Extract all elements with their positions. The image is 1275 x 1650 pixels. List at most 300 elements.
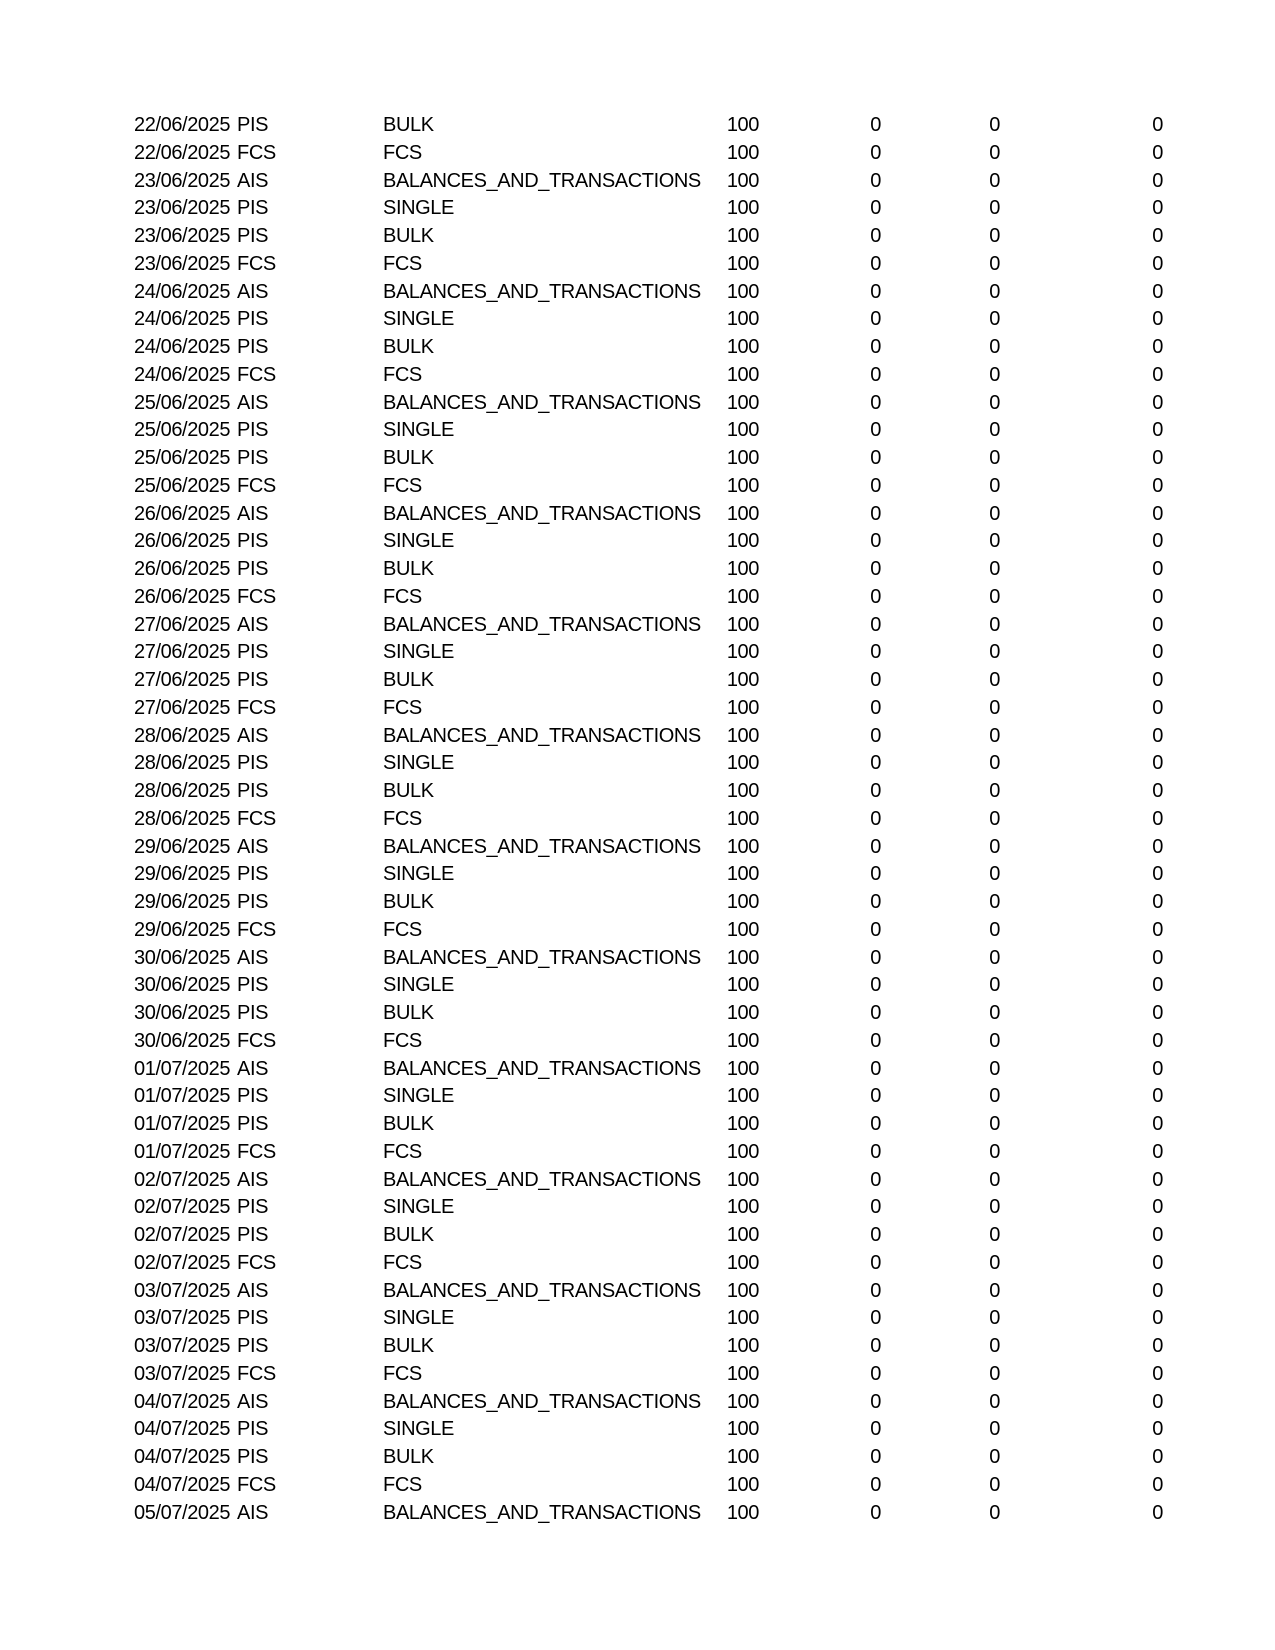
row-value-2: 0 bbox=[870, 835, 881, 858]
row-value-2: 0 bbox=[870, 1307, 881, 1330]
row-value-2: 0 bbox=[870, 918, 881, 941]
row-value-1: 100 bbox=[726, 585, 759, 608]
row-service-code: PIS bbox=[237, 1418, 269, 1441]
row-date: 03/07/2025 bbox=[134, 1307, 231, 1330]
row-service-code: PIS bbox=[237, 225, 269, 247]
row-value-1: 100 bbox=[726, 946, 759, 969]
row-value-4: 0 bbox=[1152, 1390, 1163, 1413]
row-date: 28/06/2025 bbox=[134, 807, 231, 830]
row-service-code: FCS bbox=[237, 1251, 276, 1274]
row-consent-type: BULK bbox=[383, 669, 434, 691]
table-row bbox=[0, 889, 1275, 917]
row-consent-type: FCS bbox=[383, 141, 422, 164]
table-row bbox=[0, 806, 1275, 834]
row-value-4: 0 bbox=[1152, 1029, 1163, 1052]
table-row bbox=[0, 1361, 1275, 1389]
row-value-3: 0 bbox=[989, 197, 1000, 220]
row-value-1: 100 bbox=[726, 141, 759, 164]
row-consent-type: SINGLE bbox=[383, 308, 454, 331]
row-service-code: AIS bbox=[237, 391, 269, 414]
row-date: 26/06/2025 bbox=[134, 558, 231, 580]
row-date: 26/06/2025 bbox=[134, 502, 231, 525]
row-value-3: 0 bbox=[989, 1029, 1000, 1052]
row-date: 23/06/2025 bbox=[134, 197, 231, 220]
row-date: 02/07/2025 bbox=[134, 1168, 231, 1191]
row-value-2: 0 bbox=[870, 1057, 881, 1080]
row-consent-type: FCS bbox=[383, 807, 422, 830]
row-date: 02/07/2025 bbox=[134, 1196, 231, 1219]
row-date: 25/06/2025 bbox=[134, 391, 231, 414]
row-date: 24/06/2025 bbox=[134, 280, 231, 303]
row-value-3: 0 bbox=[989, 502, 1000, 525]
row-value-4: 0 bbox=[1152, 336, 1163, 358]
row-value-3: 0 bbox=[989, 141, 1000, 164]
table-row bbox=[0, 723, 1275, 751]
row-date: 28/06/2025 bbox=[134, 752, 231, 775]
row-value-4: 0 bbox=[1152, 1473, 1163, 1496]
table-row bbox=[0, 251, 1275, 279]
table-row bbox=[0, 834, 1275, 862]
row-date: 22/06/2025 bbox=[134, 114, 231, 136]
row-value-4: 0 bbox=[1152, 1224, 1163, 1246]
row-value-1: 100 bbox=[726, 114, 759, 136]
table-row bbox=[0, 112, 1275, 140]
table-row bbox=[0, 140, 1275, 168]
row-value-2: 0 bbox=[870, 1029, 881, 1052]
table-row bbox=[0, 1139, 1275, 1167]
row-date: 01/07/2025 bbox=[134, 1140, 231, 1163]
row-service-code: FCS bbox=[237, 1473, 276, 1496]
row-date: 27/06/2025 bbox=[134, 669, 231, 691]
row-service-code: PIS bbox=[237, 669, 269, 691]
row-date: 25/06/2025 bbox=[134, 447, 231, 469]
row-value-4: 0 bbox=[1152, 1335, 1163, 1357]
row-value-1: 100 bbox=[726, 1168, 759, 1191]
row-value-3: 0 bbox=[989, 1473, 1000, 1496]
row-value-4: 0 bbox=[1152, 1501, 1163, 1524]
row-consent-type: BALANCES_AND_TRANSACTIONS bbox=[383, 1390, 701, 1413]
row-value-1: 100 bbox=[726, 447, 759, 469]
row-date: 01/07/2025 bbox=[134, 1085, 231, 1108]
row-value-3: 0 bbox=[989, 641, 1000, 664]
table-row bbox=[0, 917, 1275, 945]
row-service-code: AIS bbox=[237, 1168, 269, 1191]
table-row bbox=[0, 612, 1275, 640]
row-value-1: 100 bbox=[726, 752, 759, 775]
row-value-3: 0 bbox=[989, 1196, 1000, 1219]
row-value-3: 0 bbox=[989, 1279, 1000, 1302]
row-value-2: 0 bbox=[870, 613, 881, 636]
table-row bbox=[0, 1389, 1275, 1417]
row-value-2: 0 bbox=[870, 1251, 881, 1274]
row-consent-type: FCS bbox=[383, 1362, 422, 1385]
row-value-3: 0 bbox=[989, 1002, 1000, 1024]
row-value-3: 0 bbox=[989, 252, 1000, 275]
row-value-2: 0 bbox=[870, 1140, 881, 1163]
row-value-2: 0 bbox=[870, 780, 881, 802]
row-value-4: 0 bbox=[1152, 752, 1163, 775]
row-value-1: 100 bbox=[726, 1196, 759, 1219]
row-service-code: PIS bbox=[237, 1085, 269, 1108]
row-value-2: 0 bbox=[870, 1279, 881, 1302]
row-value-2: 0 bbox=[870, 1085, 881, 1108]
row-value-4: 0 bbox=[1152, 863, 1163, 886]
row-value-1: 100 bbox=[726, 1446, 759, 1468]
row-value-4: 0 bbox=[1152, 1085, 1163, 1108]
row-value-3: 0 bbox=[989, 696, 1000, 719]
row-value-4: 0 bbox=[1152, 946, 1163, 969]
row-date: 03/07/2025 bbox=[134, 1362, 231, 1385]
row-consent-type: FCS bbox=[383, 1140, 422, 1163]
row-value-2: 0 bbox=[870, 114, 881, 136]
row-value-2: 0 bbox=[870, 474, 881, 497]
table-row bbox=[0, 556, 1275, 584]
row-value-3: 0 bbox=[989, 280, 1000, 303]
row-consent-type: SINGLE bbox=[383, 1418, 454, 1441]
row-date: 26/06/2025 bbox=[134, 530, 231, 553]
row-service-code: FCS bbox=[237, 474, 276, 497]
row-value-4: 0 bbox=[1152, 696, 1163, 719]
row-consent-type: BALANCES_AND_TRANSACTIONS bbox=[383, 946, 701, 969]
table-row bbox=[0, 1083, 1275, 1111]
row-consent-type: FCS bbox=[383, 1251, 422, 1274]
row-value-3: 0 bbox=[989, 1057, 1000, 1080]
table-row bbox=[0, 1250, 1275, 1278]
row-consent-type: FCS bbox=[383, 696, 422, 719]
row-date: 03/07/2025 bbox=[134, 1335, 231, 1357]
row-date: 29/06/2025 bbox=[134, 891, 231, 913]
row-value-3: 0 bbox=[989, 1362, 1000, 1385]
row-value-3: 0 bbox=[989, 613, 1000, 636]
row-value-1: 100 bbox=[726, 1140, 759, 1163]
row-consent-type: BALANCES_AND_TRANSACTIONS bbox=[383, 1279, 701, 1302]
row-value-2: 0 bbox=[870, 585, 881, 608]
row-value-3: 0 bbox=[989, 780, 1000, 802]
row-value-2: 0 bbox=[870, 280, 881, 303]
row-value-4: 0 bbox=[1152, 225, 1163, 247]
row-date: 01/07/2025 bbox=[134, 1057, 231, 1080]
row-value-2: 0 bbox=[870, 1418, 881, 1441]
row-value-2: 0 bbox=[870, 863, 881, 886]
row-date: 30/06/2025 bbox=[134, 1002, 231, 1024]
row-value-4: 0 bbox=[1152, 530, 1163, 553]
row-value-3: 0 bbox=[989, 863, 1000, 886]
row-value-1: 100 bbox=[726, 1418, 759, 1441]
row-service-code: PIS bbox=[237, 641, 269, 664]
row-value-2: 0 bbox=[870, 1002, 881, 1024]
table-row bbox=[0, 750, 1275, 778]
row-service-code: PIS bbox=[237, 780, 269, 802]
row-value-1: 100 bbox=[726, 613, 759, 636]
table-row bbox=[0, 1222, 1275, 1250]
row-value-1: 100 bbox=[726, 835, 759, 858]
row-value-2: 0 bbox=[870, 974, 881, 997]
table-row bbox=[0, 195, 1275, 223]
row-value-3: 0 bbox=[989, 1390, 1000, 1413]
row-value-4: 0 bbox=[1152, 1168, 1163, 1191]
table-row bbox=[0, 1056, 1275, 1084]
row-value-3: 0 bbox=[989, 419, 1000, 442]
row-value-1: 100 bbox=[726, 1362, 759, 1385]
row-value-4: 0 bbox=[1152, 363, 1163, 386]
row-value-4: 0 bbox=[1152, 252, 1163, 275]
row-service-code: PIS bbox=[237, 1307, 269, 1330]
row-consent-type: BALANCES_AND_TRANSACTIONS bbox=[383, 391, 701, 414]
row-date: 01/07/2025 bbox=[134, 1113, 231, 1135]
table-row bbox=[0, 1000, 1275, 1028]
table-row bbox=[0, 861, 1275, 889]
row-value-2: 0 bbox=[870, 308, 881, 331]
row-value-2: 0 bbox=[870, 724, 881, 747]
row-value-4: 0 bbox=[1152, 474, 1163, 497]
row-date: 22/06/2025 bbox=[134, 141, 231, 164]
table-row bbox=[0, 168, 1275, 196]
row-date: 04/07/2025 bbox=[134, 1418, 231, 1441]
row-value-4: 0 bbox=[1152, 1002, 1163, 1024]
table-row bbox=[0, 473, 1275, 501]
row-value-2: 0 bbox=[870, 1224, 881, 1246]
table-row bbox=[0, 334, 1275, 362]
row-consent-type: BALANCES_AND_TRANSACTIONS bbox=[383, 724, 701, 747]
row-date: 24/06/2025 bbox=[134, 363, 231, 386]
row-value-3: 0 bbox=[989, 835, 1000, 858]
row-value-4: 0 bbox=[1152, 974, 1163, 997]
row-date: 04/07/2025 bbox=[134, 1390, 231, 1413]
row-consent-type: BULK bbox=[383, 336, 434, 358]
row-value-1: 100 bbox=[726, 225, 759, 247]
row-value-3: 0 bbox=[989, 447, 1000, 469]
row-value-4: 0 bbox=[1152, 1251, 1163, 1274]
row-value-4: 0 bbox=[1152, 1140, 1163, 1163]
table-row bbox=[0, 1111, 1275, 1139]
row-value-4: 0 bbox=[1152, 447, 1163, 469]
row-value-2: 0 bbox=[870, 447, 881, 469]
row-value-2: 0 bbox=[870, 1196, 881, 1219]
row-consent-type: SINGLE bbox=[383, 1085, 454, 1108]
row-value-1: 100 bbox=[726, 558, 759, 580]
row-value-1: 100 bbox=[726, 1029, 759, 1052]
row-value-3: 0 bbox=[989, 585, 1000, 608]
row-value-1: 100 bbox=[726, 669, 759, 691]
row-value-3: 0 bbox=[989, 918, 1000, 941]
row-value-3: 0 bbox=[989, 1335, 1000, 1357]
row-date: 24/06/2025 bbox=[134, 336, 231, 358]
row-service-code: FCS bbox=[237, 585, 276, 608]
row-value-1: 100 bbox=[726, 419, 759, 442]
row-consent-type: BULK bbox=[383, 1113, 434, 1135]
row-consent-type: BULK bbox=[383, 1002, 434, 1024]
row-value-1: 100 bbox=[726, 280, 759, 303]
row-value-3: 0 bbox=[989, 1113, 1000, 1135]
row-value-3: 0 bbox=[989, 669, 1000, 691]
row-value-3: 0 bbox=[989, 114, 1000, 136]
row-service-code: FCS bbox=[237, 252, 276, 275]
row-value-2: 0 bbox=[870, 141, 881, 164]
table-row bbox=[0, 279, 1275, 307]
row-value-4: 0 bbox=[1152, 391, 1163, 414]
row-consent-type: FCS bbox=[383, 1029, 422, 1052]
row-service-code: PIS bbox=[237, 530, 269, 553]
row-consent-type: SINGLE bbox=[383, 1196, 454, 1219]
row-service-code: AIS bbox=[237, 502, 269, 525]
row-value-3: 0 bbox=[989, 1418, 1000, 1441]
row-consent-type: FCS bbox=[383, 363, 422, 386]
row-service-code: PIS bbox=[237, 974, 269, 997]
row-service-code: PIS bbox=[237, 447, 269, 469]
row-date: 27/06/2025 bbox=[134, 613, 231, 636]
row-service-code: FCS bbox=[237, 141, 276, 164]
row-service-code: AIS bbox=[237, 169, 269, 192]
row-value-3: 0 bbox=[989, 474, 1000, 497]
row-service-code: AIS bbox=[237, 724, 269, 747]
row-consent-type: BALANCES_AND_TRANSACTIONS bbox=[383, 169, 701, 192]
row-value-4: 0 bbox=[1152, 419, 1163, 442]
row-value-1: 100 bbox=[726, 918, 759, 941]
row-service-code: PIS bbox=[237, 197, 269, 220]
row-value-2: 0 bbox=[870, 1501, 881, 1524]
row-consent-type: BALANCES_AND_TRANSACTIONS bbox=[383, 502, 701, 525]
table-row bbox=[0, 695, 1275, 723]
row-value-4: 0 bbox=[1152, 724, 1163, 747]
table-row bbox=[0, 1472, 1275, 1500]
row-service-code: AIS bbox=[237, 835, 269, 858]
row-value-1: 100 bbox=[726, 863, 759, 886]
row-value-4: 0 bbox=[1152, 835, 1163, 858]
table-row bbox=[0, 1416, 1275, 1444]
table-row bbox=[0, 1278, 1275, 1306]
row-service-code: PIS bbox=[237, 1002, 269, 1024]
row-consent-type: BULK bbox=[383, 1224, 434, 1246]
row-value-3: 0 bbox=[989, 1140, 1000, 1163]
row-service-code: AIS bbox=[237, 1390, 269, 1413]
row-value-1: 100 bbox=[726, 891, 759, 913]
row-consent-type: FCS bbox=[383, 1473, 422, 1496]
row-value-2: 0 bbox=[870, 336, 881, 358]
row-consent-type: SINGLE bbox=[383, 1307, 454, 1330]
row-date: 29/06/2025 bbox=[134, 918, 231, 941]
row-value-1: 100 bbox=[726, 169, 759, 192]
row-service-code: AIS bbox=[237, 1279, 269, 1302]
table-row bbox=[0, 1028, 1275, 1056]
row-date: 30/06/2025 bbox=[134, 1029, 231, 1052]
row-value-2: 0 bbox=[870, 641, 881, 664]
row-value-3: 0 bbox=[989, 946, 1000, 969]
row-service-code: PIS bbox=[237, 1224, 269, 1246]
row-date: 24/06/2025 bbox=[134, 308, 231, 331]
table-row bbox=[0, 501, 1275, 529]
row-value-3: 0 bbox=[989, 724, 1000, 747]
row-consent-type: BULK bbox=[383, 447, 434, 469]
row-value-1: 100 bbox=[726, 974, 759, 997]
row-value-4: 0 bbox=[1152, 169, 1163, 192]
row-value-4: 0 bbox=[1152, 613, 1163, 636]
row-value-2: 0 bbox=[870, 169, 881, 192]
table-row bbox=[0, 417, 1275, 445]
table-row bbox=[0, 362, 1275, 390]
row-value-3: 0 bbox=[989, 558, 1000, 580]
row-date: 27/06/2025 bbox=[134, 641, 231, 664]
row-value-3: 0 bbox=[989, 391, 1000, 414]
row-value-1: 100 bbox=[726, 1501, 759, 1524]
row-service-code: PIS bbox=[237, 308, 269, 331]
row-value-2: 0 bbox=[870, 1335, 881, 1357]
row-consent-type: BULK bbox=[383, 1446, 434, 1468]
row-value-4: 0 bbox=[1152, 807, 1163, 830]
table-row bbox=[0, 306, 1275, 334]
row-service-code: FCS bbox=[237, 918, 276, 941]
row-value-4: 0 bbox=[1152, 1113, 1163, 1135]
row-value-3: 0 bbox=[989, 1085, 1000, 1108]
row-value-3: 0 bbox=[989, 1307, 1000, 1330]
table-row bbox=[0, 390, 1275, 418]
row-consent-type: SINGLE bbox=[383, 863, 454, 886]
row-value-2: 0 bbox=[870, 197, 881, 220]
row-value-2: 0 bbox=[870, 1446, 881, 1468]
row-date: 05/07/2025 bbox=[134, 1501, 231, 1524]
row-value-3: 0 bbox=[989, 1168, 1000, 1191]
row-date: 23/06/2025 bbox=[134, 169, 231, 192]
row-date: 25/06/2025 bbox=[134, 474, 231, 497]
row-value-4: 0 bbox=[1152, 502, 1163, 525]
row-value-3: 0 bbox=[989, 1251, 1000, 1274]
row-value-1: 100 bbox=[726, 1224, 759, 1246]
row-value-1: 100 bbox=[726, 363, 759, 386]
row-service-code: PIS bbox=[237, 558, 269, 580]
row-value-4: 0 bbox=[1152, 1307, 1163, 1330]
row-service-code: FCS bbox=[237, 1140, 276, 1163]
row-value-1: 100 bbox=[726, 197, 759, 220]
row-value-2: 0 bbox=[870, 530, 881, 553]
row-value-4: 0 bbox=[1152, 780, 1163, 802]
row-date: 29/06/2025 bbox=[134, 835, 231, 858]
row-consent-type: SINGLE bbox=[383, 641, 454, 664]
row-consent-type: BALANCES_AND_TRANSACTIONS bbox=[383, 1501, 701, 1524]
row-value-1: 100 bbox=[726, 308, 759, 331]
table-row bbox=[0, 1305, 1275, 1333]
row-value-4: 0 bbox=[1152, 1057, 1163, 1080]
row-date: 25/06/2025 bbox=[134, 419, 231, 442]
row-consent-type: BALANCES_AND_TRANSACTIONS bbox=[383, 613, 701, 636]
row-consent-type: BULK bbox=[383, 780, 434, 802]
row-value-2: 0 bbox=[870, 252, 881, 275]
row-date: 28/06/2025 bbox=[134, 724, 231, 747]
table-row bbox=[0, 1333, 1275, 1361]
row-service-code: PIS bbox=[237, 1446, 269, 1468]
row-value-2: 0 bbox=[870, 1113, 881, 1135]
row-date: 29/06/2025 bbox=[134, 863, 231, 886]
row-consent-type: BULK bbox=[383, 114, 434, 136]
row-value-3: 0 bbox=[989, 169, 1000, 192]
table-row bbox=[0, 1167, 1275, 1195]
row-value-4: 0 bbox=[1152, 558, 1163, 580]
row-value-1: 100 bbox=[726, 807, 759, 830]
row-value-4: 0 bbox=[1152, 141, 1163, 164]
row-value-4: 0 bbox=[1152, 669, 1163, 691]
row-service-code: AIS bbox=[237, 1501, 269, 1524]
row-date: 23/06/2025 bbox=[134, 252, 231, 275]
row-value-2: 0 bbox=[870, 946, 881, 969]
row-value-2: 0 bbox=[870, 669, 881, 691]
row-value-3: 0 bbox=[989, 363, 1000, 386]
row-date: 26/06/2025 bbox=[134, 585, 231, 608]
table-row bbox=[0, 778, 1275, 806]
row-value-1: 100 bbox=[726, 1279, 759, 1302]
row-value-1: 100 bbox=[726, 502, 759, 525]
row-service-code: PIS bbox=[237, 1113, 269, 1135]
row-consent-type: SINGLE bbox=[383, 974, 454, 997]
row-service-code: AIS bbox=[237, 613, 269, 636]
row-value-1: 100 bbox=[726, 1473, 759, 1496]
